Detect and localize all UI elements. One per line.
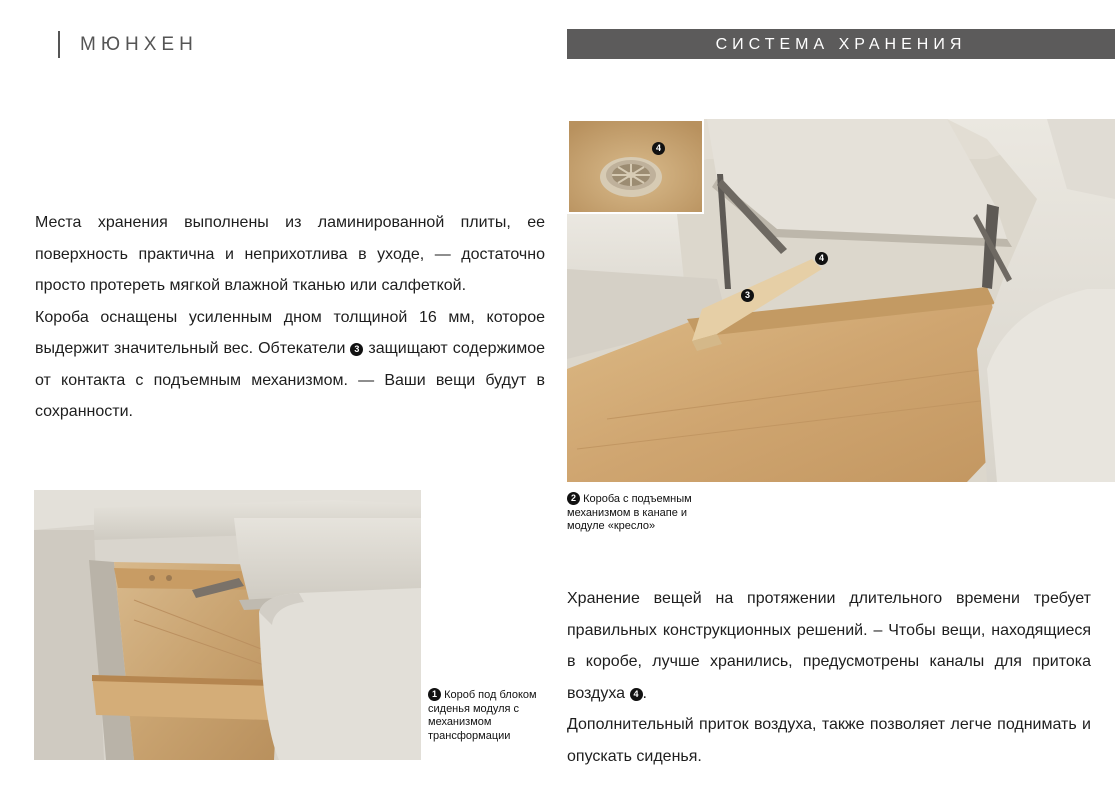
callout-3-icon: 3 xyxy=(741,289,754,302)
photo-storage-box-under-seat xyxy=(34,490,421,760)
marker-1-icon: 1 xyxy=(428,688,441,701)
right-text-block xyxy=(567,583,1091,772)
marker-2-icon: 2 xyxy=(567,492,580,505)
right-paragraph-1-start: Хранение вещей на протяжении длительного времени требует правильных конструкционных решений. – Чтобы вещи, находящиеся в коробе, лучше хранились, предусмотрены каналы для притока воздуха xyxy=(567,590,1091,702)
callout-4-icon: 4 xyxy=(815,252,828,265)
figure-1-caption xyxy=(428,688,538,743)
right-paragraph-2: Дополнительный приток воздуха, также позволяет легче поднимать и опускать сиденья. xyxy=(567,716,1091,765)
figure-1-caption-text: Короб под блоком сиденья модуля с механизмом трансформации xyxy=(428,689,537,742)
photo-lift-mechanism-storage xyxy=(567,119,1115,482)
left-paragraph-2-start: Короба оснащены усиленным дном толщиной 16 мм, которое выдержит значительный вес. Обтекатели xyxy=(35,308,545,357)
section-title: СИСТЕМА ХРАНЕНИЯ xyxy=(567,29,1115,59)
figure-2-caption-text: Короба с подъемным механизмом в канапе и модуле «кресло» xyxy=(567,493,692,532)
brand-divider xyxy=(58,31,60,58)
left-paragraph-2-end: защищают содержимое от контакта с подъемным механизмом. — Ваши вещи будут в сохранности. xyxy=(35,340,546,420)
right-paragraph-1 xyxy=(567,583,1091,709)
left-paragraph-2 xyxy=(35,302,545,428)
brand-title: МЮНХЕН xyxy=(80,34,198,55)
left-paragraph-1: Места хранения выполнены из ламинированной плиты, ее поверхность практична и неприхотлива в уходе, — достаточно просто протереть мягкой влажной тканью или салфеткой. xyxy=(35,214,545,294)
inset-marker-4-icon: 4 xyxy=(652,142,665,155)
marker-4-icon: 4 xyxy=(630,688,643,701)
marker-3-icon: 3 xyxy=(350,343,363,356)
right-paragraph-1-end: . xyxy=(642,684,647,702)
left-text-block xyxy=(35,207,545,428)
figure-2-caption xyxy=(567,492,707,534)
